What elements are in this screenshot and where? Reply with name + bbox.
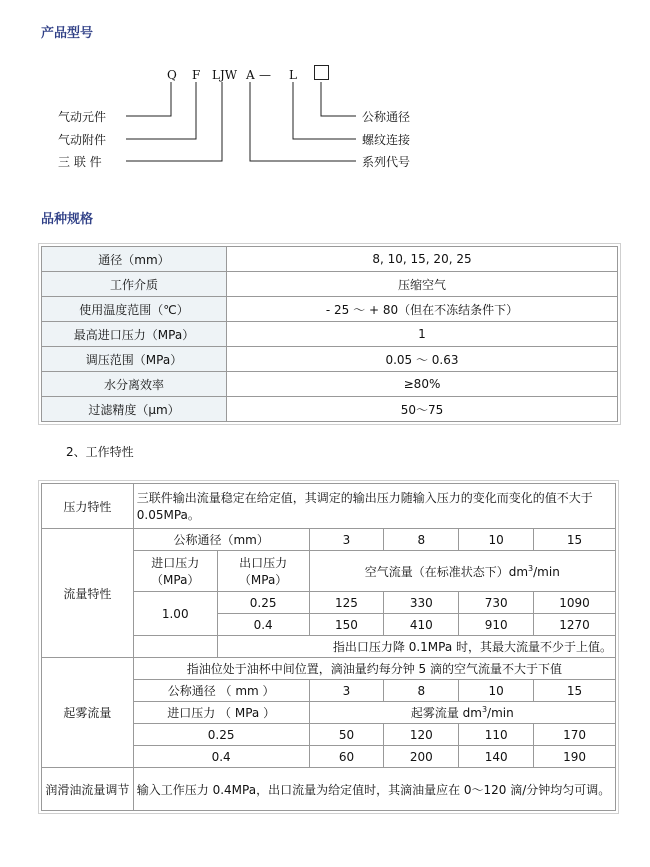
label-thread-connection: 螺纹连接 <box>362 133 411 147</box>
air-flow-header: 空气流量（在标准状态下）$dm^3/\min$ <box>309 551 615 592</box>
flow-value: 1090 <box>534 592 616 614</box>
spec-value: 0.05 ～ 0.63 <box>227 347 618 372</box>
spec-key: 工作介质 <box>42 272 227 297</box>
flow-value: 410 <box>384 614 459 636</box>
pressure-char-label: 压力特性 <box>42 484 134 529</box>
mist-value: 60 <box>309 746 384 768</box>
code-letter-a: A <box>246 68 255 82</box>
spec-row <box>42 272 618 297</box>
label-nominal-diameter: 公称通径 <box>362 110 411 124</box>
mist-value: 110 <box>459 724 534 746</box>
spec-row <box>42 297 618 322</box>
flow-char-label: 流量特性 <box>42 529 134 658</box>
label-series-code: 系列代号 <box>362 155 411 169</box>
oil-flow-label: 润滑油流量调节 <box>42 768 134 811</box>
mist-dia-cell: 8 <box>384 680 459 702</box>
mist-nominal-header: 公称通径 （ mm ） <box>133 680 309 702</box>
model-section-title: 产品型号 <box>41 26 94 41</box>
spec-key: 使用温度范围（℃） <box>42 297 227 322</box>
flow-value: 730 <box>459 592 534 614</box>
dia-cell: 15 <box>534 529 616 551</box>
mist-pressure-value: 0.25 <box>133 724 309 746</box>
spec-value: 8, 10, 15, 20, 25 <box>227 247 618 272</box>
dia-cell: 3 <box>309 529 384 551</box>
pressure-char-text: 三联件输出流量稳定在给定值，其调定的输出压力随输入压力的变化而变化的值不大于 0.05MPa。 <box>133 484 615 529</box>
spec-row <box>42 247 618 272</box>
spec-value: - 25 ～ + 80（但在不冻结条件下） <box>227 297 618 322</box>
mist-flow-label: 起雾流量 <box>42 658 134 768</box>
mist-dia-cell: 10 <box>459 680 534 702</box>
spec-value: 50～75 <box>227 397 618 422</box>
code-dash: — <box>259 68 271 82</box>
mist-dia-cell: 15 <box>534 680 616 702</box>
spec-row <box>42 397 618 422</box>
flow-value: 125 <box>309 592 384 614</box>
nominal-dia-header: 公称通径（mm） <box>133 529 309 551</box>
mist-dia-cell: 3 <box>309 680 384 702</box>
oil-flow-text: 输入工作压力 0.4MPa，出口流量为给定值时，其滴油量应在 0～120 滴/分钟均匀可调。 <box>133 768 615 811</box>
inlet-pressure-value: 1.00 <box>133 592 217 636</box>
model-code-diagram <box>0 60 650 180</box>
blank-cell <box>133 636 217 658</box>
spec-key: 调压范围（MPa） <box>42 347 227 372</box>
spec-value: 1 <box>227 322 618 347</box>
label-triple-unit: 三 联 件 <box>58 155 102 169</box>
spec-key: 过滤精度（μm） <box>42 397 227 422</box>
flow-value: 910 <box>459 614 534 636</box>
specs-table <box>41 246 618 422</box>
flow-value: 1270 <box>534 614 616 636</box>
mist-inlet-header: 进口压力 （ MPa ） <box>133 702 309 724</box>
code-letter-f: F <box>192 68 201 82</box>
mist-value: 140 <box>459 746 534 768</box>
flow-value: 150 <box>309 614 384 636</box>
inlet-pressure-header: 进口压力（MPa） <box>133 551 217 592</box>
flow-value: 330 <box>384 592 459 614</box>
code-letter-ljw: LJW <box>212 68 238 82</box>
outlet-pressure-value: 0.25 <box>217 592 309 614</box>
spec-value: ≥80% <box>227 372 618 397</box>
mist-value: 120 <box>384 724 459 746</box>
mist-value: 200 <box>384 746 459 768</box>
work-characteristics-title: 2、工作特性 <box>66 445 134 459</box>
mist-value: 190 <box>534 746 616 768</box>
code-letter-l: L <box>289 68 297 82</box>
outlet-pressure-value: 0.4 <box>217 614 309 636</box>
mist-pressure-value: 0.4 <box>133 746 309 768</box>
code-placeholder-box <box>314 65 329 80</box>
dia-cell: 10 <box>459 529 534 551</box>
spec-row <box>42 322 618 347</box>
spec-key: 水分离效率 <box>42 372 227 397</box>
spec-value: 压缩空气 <box>227 272 618 297</box>
code-letter-q: Q <box>167 68 177 82</box>
outlet-pressure-header: 出口压力（MPa） <box>217 551 309 592</box>
flow-note: 指出口压力降 0.1MPa 时，其最大流量不少于上值。 <box>217 636 615 658</box>
spec-key: 通径（mm） <box>42 247 227 272</box>
mist-value: 170 <box>534 724 616 746</box>
mist-flow-header: 起雾流量 $dm^3/\min$ <box>309 702 615 724</box>
label-pneumatic-accessory: 气动附件 <box>58 133 107 147</box>
spec-row <box>42 347 618 372</box>
mist-value: 50 <box>309 724 384 746</box>
spec-row <box>42 372 618 397</box>
specs-section-title: 品种规格 <box>41 212 94 227</box>
label-pneumatic-component: 气动元件 <box>58 110 107 124</box>
work-characteristics-table <box>41 483 616 811</box>
spec-key: 最高进口压力（MPa） <box>42 322 227 347</box>
dia-cell: 8 <box>384 529 459 551</box>
mist-note: 指油位处于油杯中间位置，滴油量约每分钟 5 滴的空气流量不大于下值 <box>133 658 615 680</box>
